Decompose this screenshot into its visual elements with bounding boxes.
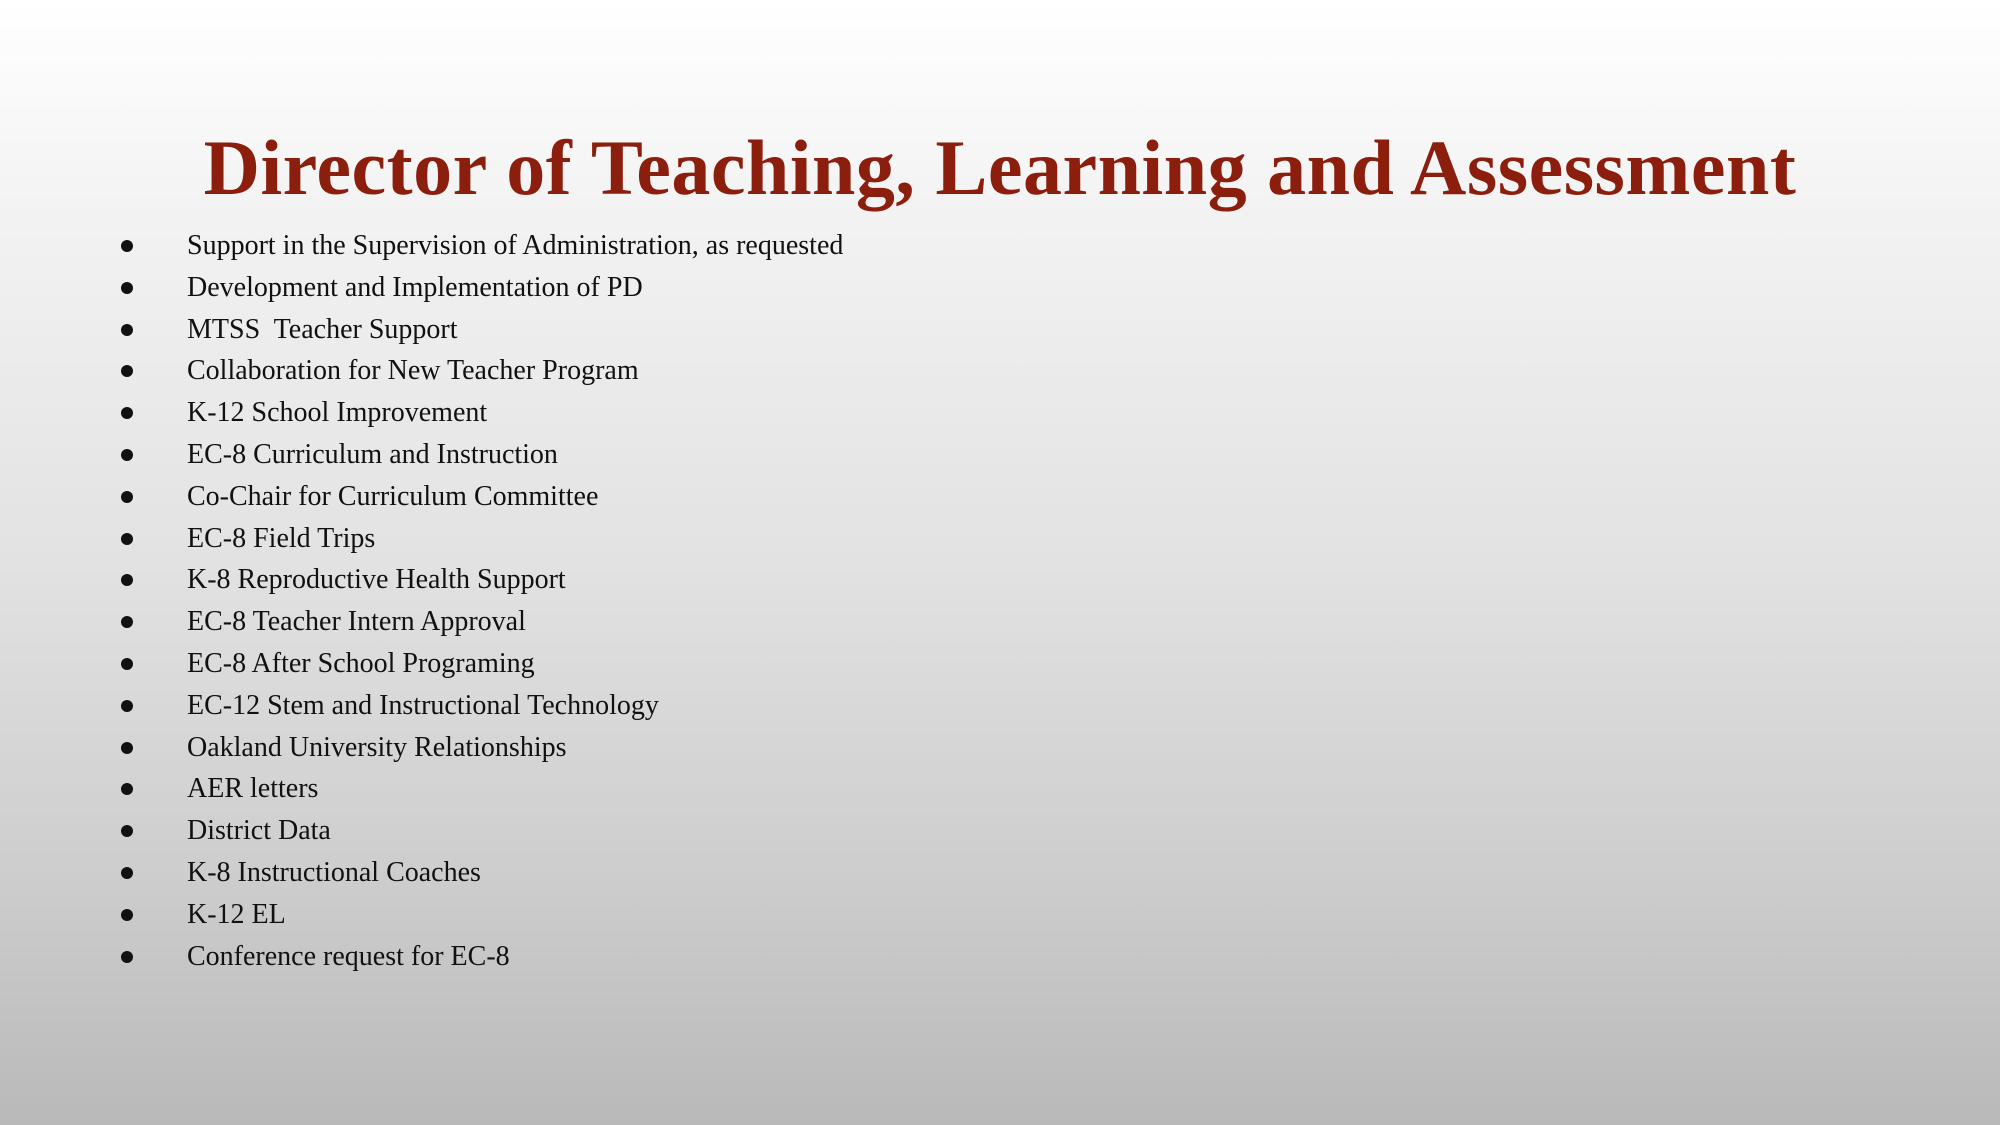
- bullet-text: Oakland University Relationships: [187, 731, 567, 763]
- bullet-text: Collaboration for New Teacher Program: [187, 355, 639, 387]
- bullet-text: Support in the Supervision of Administration, as requested: [187, 230, 844, 261]
- bullet-icon: [121, 825, 133, 837]
- bullet-text: EC-8 Teacher Intern Approval: [187, 606, 526, 638]
- bullet-icon: [121, 742, 133, 754]
- bullet-icon: [121, 282, 133, 294]
- bullet-text: MTSS Teacher Support: [187, 313, 458, 345]
- bullet-icon: [121, 951, 133, 963]
- bullet-icon: [121, 533, 133, 545]
- bullet-text: AER letters: [187, 773, 319, 805]
- bullet-text: K-8 Reproductive Health Support: [187, 564, 566, 596]
- bullet-icon: [121, 700, 133, 712]
- bullet-icon: [121, 449, 133, 461]
- bullet-icon: [121, 616, 133, 628]
- bullet-icon: [121, 407, 133, 419]
- bullet-icon: [121, 491, 133, 503]
- bullet-text: K-12 School Improvement: [187, 397, 488, 429]
- bullet-text: Development and Implementation of PD: [187, 271, 643, 303]
- bullet-icon: [121, 783, 133, 795]
- bullet-icon: [121, 574, 133, 586]
- bullet-icon: [121, 658, 133, 670]
- slide-title: Director of Teaching, Learning and Assessment: [203, 124, 1797, 211]
- bullet-text: EC-8 After School Programing: [187, 647, 535, 679]
- bullet-text: EC-12 Stem and Instructional Technology: [187, 689, 659, 721]
- bullet-icon: [121, 365, 133, 377]
- bullet-text: Co-Chair for Curriculum Committee: [187, 480, 599, 512]
- bullet-text: Conference request for EC-8: [187, 940, 510, 972]
- bullet-icon: [121, 324, 133, 336]
- bullet-text: K-12 EL: [187, 898, 286, 930]
- bullet-icon: [121, 240, 133, 252]
- bullet-icon: [121, 909, 133, 921]
- bullet-icon: [121, 867, 133, 879]
- bullet-text: EC-8 Curriculum and Instruction: [187, 438, 558, 470]
- bullet-text: K-8 Instructional Coaches: [187, 856, 481, 888]
- bullet-text: EC-8 Field Trips: [187, 522, 376, 554]
- bullet-text: District Data: [187, 815, 331, 847]
